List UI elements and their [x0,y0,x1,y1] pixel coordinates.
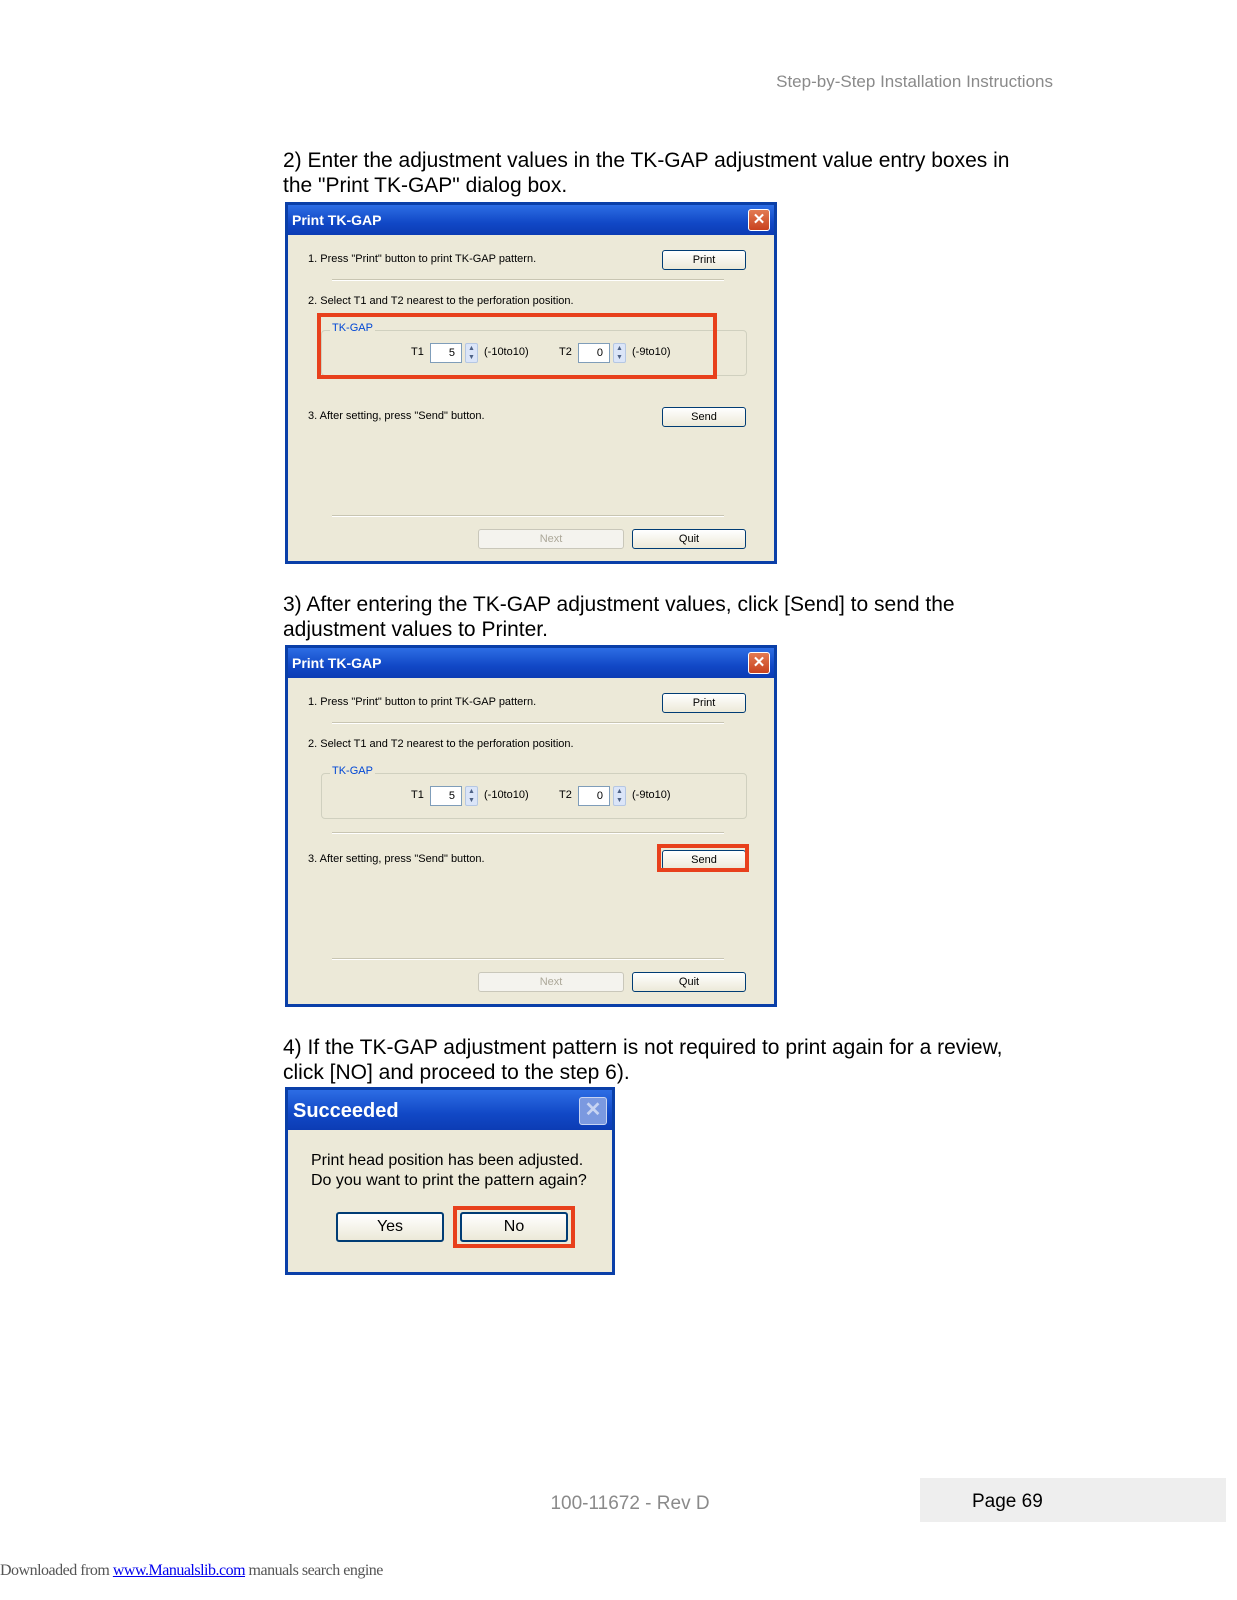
separator [332,279,724,281]
t2-spin-arrows[interactable] [613,786,626,806]
message-line-1: Print head position has been adjusted. [311,1152,584,1169]
step-4-line-2: click [NO] and proceed to the step 6). [283,1061,630,1084]
highlight-no-button [453,1206,575,1248]
t1-range: (-10to10) [484,789,529,801]
succeeded-dialog [285,1087,615,1275]
t2-input[interactable]: 0 [578,343,610,363]
tkgap-group-label: TK-GAP [332,322,373,334]
dialog-title: Print TK-GAP [292,655,382,671]
step1-instruction: 1. Press "Print" button to print TK-GAP pattern. [308,696,537,708]
t2-label: T2 [559,346,572,358]
succeeded-title: Succeeded [293,1100,399,1122]
print-tkgap-dialog-2 [285,645,777,1007]
step1-instruction: 1. Press "Print" button to print TK-GAP pattern. [308,253,537,265]
watermark [0,1562,383,1580]
watermark-prefix: Downloaded from [0,1562,113,1579]
t1-label: T1 [411,789,424,801]
spin-down-icon[interactable]: ▼ [468,354,475,361]
tkgap-group-label: TK-GAP [332,765,373,777]
send-button[interactable]: Send [662,407,746,427]
step3-instruction: 3. After setting, press "Send" button. [308,410,485,422]
close-icon[interactable]: ✕ [748,652,770,674]
spin-down-icon[interactable]: ▼ [616,797,623,804]
page-number: Page 69 [972,1491,1043,1512]
t1-spin-arrows[interactable] [465,786,478,806]
next-button[interactable]: Next [478,972,624,992]
quit-button[interactable]: Quit [632,529,746,549]
dialog-titlebar [288,205,774,235]
t2-label: T2 [559,789,572,801]
close-icon[interactable]: ✕ [579,1097,607,1125]
send-button[interactable]: Send [662,850,746,870]
dialog-titlebar [288,648,774,678]
separator [332,832,724,834]
quit-button[interactable]: Quit [632,972,746,992]
spin-up-icon[interactable]: ▲ [616,788,623,795]
watermark-link[interactable]: www.Manualslib.com [112,1562,246,1579]
step-3-line-2: adjustment values to Printer. [283,618,548,641]
yes-button[interactable]: Yes [336,1212,444,1242]
highlight-entry-boxes [317,313,717,379]
step3-instruction: 3. After setting, press "Send" button. [308,853,485,865]
t2-range: (-9to10) [632,789,671,801]
step-4-text [283,1035,1063,1085]
watermark-suffix: manuals search engine [245,1562,383,1579]
step-3-text [283,592,1063,642]
t1-input[interactable]: 5 [430,343,462,363]
print-tkgap-dialog-1 [285,202,777,564]
separator [332,722,724,724]
step-3-line-1: 3) After entering the TK-GAP adjustment values, click [Send] to send the [283,593,955,616]
print-button[interactable]: Print [662,693,746,713]
no-button[interactable]: No [460,1212,568,1242]
t2-input[interactable]: 0 [578,786,610,806]
step-2-line-1: 2) Enter the adjustment values in the TK-GAP adjustment value entry boxes in [283,149,1010,172]
step2-instruction: 2. Select T1 and T2 nearest to the perforation position. [308,295,574,307]
spin-up-icon[interactable]: ▲ [468,788,475,795]
t1-range: (-10to10) [484,346,529,358]
step-2-text [283,148,1063,198]
t2-range: (-9to10) [632,346,671,358]
spin-up-icon[interactable]: ▲ [468,345,475,352]
separator [332,515,724,517]
message-line-2: Do you want to print the pattern again? [311,1172,587,1189]
page-number-box [920,1478,1226,1522]
spin-up-icon[interactable]: ▲ [616,345,623,352]
tkgap-group [321,765,747,819]
header-title: Step-by-Step Installation Instructions [776,72,1053,91]
close-icon[interactable]: ✕ [748,209,770,231]
succeeded-titlebar [288,1090,612,1130]
step2-instruction: 2. Select T1 and T2 nearest to the perforation position. [308,738,574,750]
dialog-title: Print TK-GAP [292,212,382,228]
print-button[interactable]: Print [662,250,746,270]
t1-label: T1 [411,346,424,358]
next-button[interactable]: Next [478,529,624,549]
step-4-line-1: 4) If the TK-GAP adjustment pattern is not required to print again for a review, [283,1036,1003,1059]
t1-input[interactable]: 5 [430,786,462,806]
doc-number: 100-11672 - Rev D [550,1493,710,1514]
highlight-send-button [657,844,749,872]
step-2-line-2: the "Print TK-GAP" dialog box. [283,174,568,197]
spin-down-icon[interactable]: ▼ [468,797,475,804]
separator [332,958,724,960]
spin-down-icon[interactable]: ▼ [616,354,623,361]
